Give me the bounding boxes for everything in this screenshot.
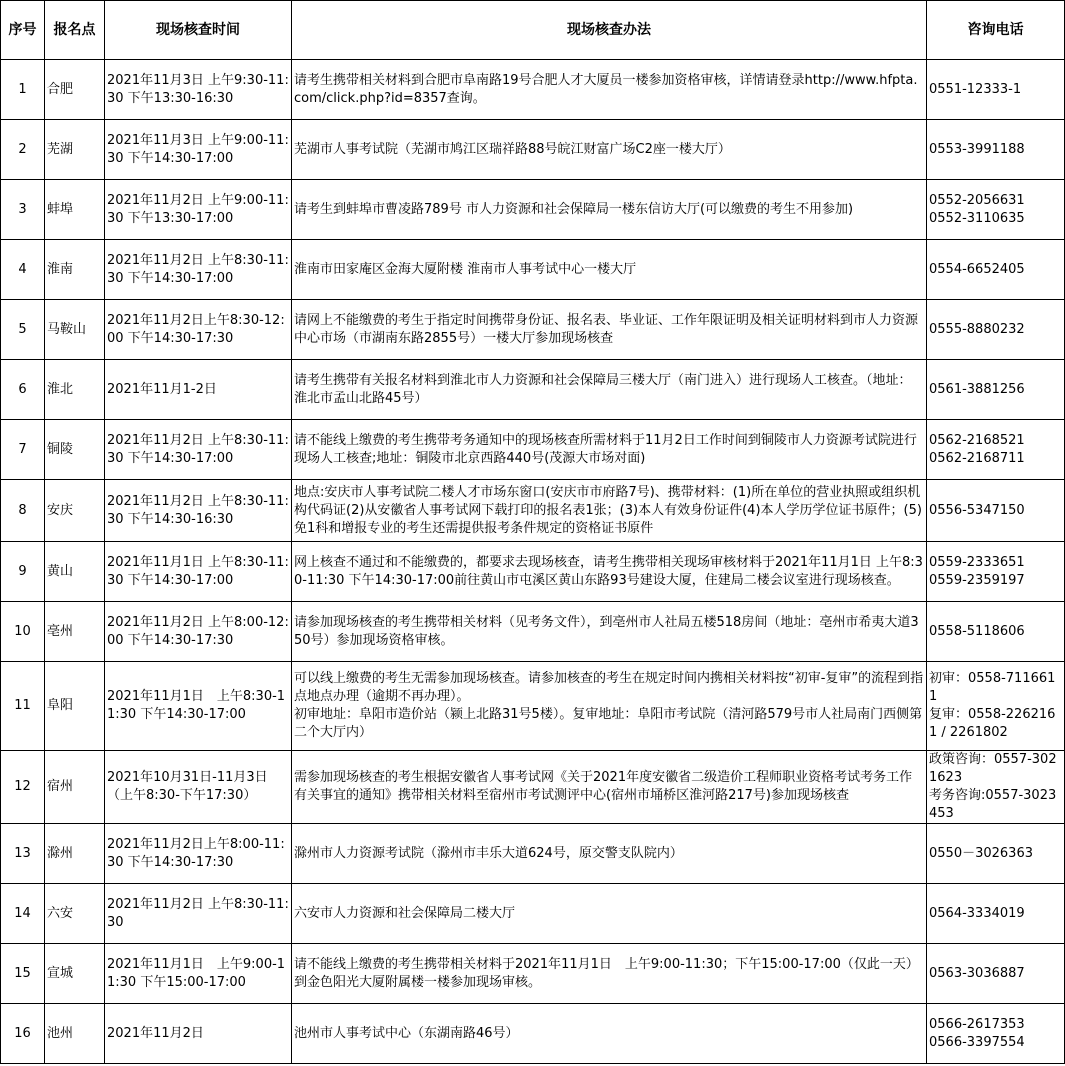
table-row <box>1 884 1065 944</box>
row-city: 安庆 <box>45 480 105 542</box>
row-method: 请网上不能缴费的考生于指定时间携带身份证、报名表、毕业证、工作年限证明及相关证明材料到市人力资源中心市场（市湖南东路2855号）一楼大厅参加现场核查 <box>292 300 927 360</box>
table-row <box>1 240 1065 300</box>
row-phone <box>927 1004 1065 1064</box>
method-line: 可以线上缴费的考生无需参加现场核查。请参加核查的考生在规定时间内携相关材料按“初审-复审”的流程到指点地点办理（逾期不再办理）。 <box>294 671 924 704</box>
table-row <box>1 944 1065 1004</box>
table-row <box>1 662 1065 751</box>
row-phone <box>927 240 1065 300</box>
table-row <box>1 751 1065 824</box>
phone-line: 0566-2617353 <box>929 1016 1025 1032</box>
row-time: 2021年11月2日 上午8:30-11:30 下午14:30-17:00 <box>105 420 292 480</box>
header-no: 序号 <box>1 1 45 60</box>
row-phone <box>927 824 1065 884</box>
row-method: 芜湖市人事考试院（芜湖市鸠江区瑞祥路88号皖江财富广场C2座一楼大厅） <box>292 120 927 180</box>
row-method: 地点:安庆市人事考试院二楼人才市场东窗口(安庆市市府路7号)、携带材料：(1)所在单位的营业执照或组织机构代码证(2)从安徽省人事考试网下载打印的报名表1张；(3)本人有效身份证件(4)本人学历学位证书原件；(5)免1科和增报专业的考生还需提供报考条件规定的资格证书原件 <box>292 480 927 542</box>
row-time: 2021年11月2日 上午8:00-12:00 下午14:30-17:30 <box>105 602 292 662</box>
table-header-row <box>1 1 1065 60</box>
row-phone <box>927 542 1065 602</box>
row-phone <box>927 420 1065 480</box>
table-row <box>1 824 1065 884</box>
method-line: 初审地址：阜阳市造价站（颍上北路31号5楼）。复审地址：阜阳市考试院（清河路579号市人社局南门西侧第二个大厅内） <box>294 707 923 740</box>
header-method: 现场核查办法 <box>292 1 927 60</box>
row-city: 宣城 <box>45 944 105 1004</box>
phone-line: 0563-3036887 <box>929 965 1025 981</box>
header-phone: 咨询电话 <box>927 1 1065 60</box>
row-no: 9 <box>1 542 45 602</box>
row-time: 2021年11月2日 <box>105 1004 292 1064</box>
row-phone <box>927 300 1065 360</box>
phone-line: 复审：0558-2262161 / 2261802 <box>929 707 1056 740</box>
table-row <box>1 602 1065 662</box>
header-time: 现场核查时间 <box>105 1 292 60</box>
row-time: 2021年11月1日 上午8:30-11:30 下午14:30-17:00 <box>105 662 292 751</box>
row-method: 网上核查不通过和不能缴费的，都要求去现场核查，请考生携带相关现场审核材料于2021年11月1日 上午8:30-11:30 下午14:30-17:00前往黄山市屯溪区黄山东路93号建设大厦，住建局二楼会议室进行现场核查。 <box>292 542 927 602</box>
row-no: 5 <box>1 300 45 360</box>
row-city: 阜阳 <box>45 662 105 751</box>
row-method <box>292 662 927 751</box>
phone-line: 0562-2168521 <box>929 432 1025 448</box>
row-method: 滁州市人力资源考试院（滁州市丰乐大道624号，原交警支队院内） <box>292 824 927 884</box>
table-row <box>1 1004 1065 1064</box>
phone-line: 0562-2168711 <box>929 450 1025 466</box>
row-method: 请参加现场核查的考生携带相关材料（见考务文件），到亳州市人社局五楼518房间（地址：亳州市希夷大道350号）参加现场资格审核。 <box>292 602 927 662</box>
row-phone <box>927 884 1065 944</box>
row-method: 请考生携带相关材料到合肥市阜南路19号合肥人才大厦员一楼参加资格审核，详情请登录http://www.hfpta.com/click.php?id=8357查询。 <box>292 60 927 120</box>
row-time: 2021年11月2日上午8:30-12:00 下午14:30-17:30 <box>105 300 292 360</box>
row-no: 7 <box>1 420 45 480</box>
row-phone <box>927 60 1065 120</box>
row-no: 11 <box>1 662 45 751</box>
row-time: 2021年11月2日上午8:00-11:30 下午14:30-17:30 <box>105 824 292 884</box>
row-city: 宿州 <box>45 751 105 824</box>
row-time: 2021年11月1日 上午8:30-11:30 下午14:30-17:00 <box>105 542 292 602</box>
table-row <box>1 180 1065 240</box>
phone-line: 0561-3881256 <box>929 381 1025 397</box>
table-row <box>1 60 1065 120</box>
phone-line: 0559-2333651 <box>929 554 1025 570</box>
phone-line: 0554-6652405 <box>929 261 1025 277</box>
phone-line: 0556-5347150 <box>929 502 1025 518</box>
row-no: 8 <box>1 480 45 542</box>
phone-line: 0551-12333-1 <box>929 81 1022 97</box>
row-no: 3 <box>1 180 45 240</box>
row-no: 15 <box>1 944 45 1004</box>
phone-line: 0552-3110635 <box>929 210 1025 226</box>
row-city: 黄山 <box>45 542 105 602</box>
row-phone <box>927 120 1065 180</box>
row-method: 六安市人力资源和社会保障局二楼大厅 <box>292 884 927 944</box>
phone-line: 0550－3026363 <box>929 845 1033 861</box>
row-phone <box>927 751 1065 824</box>
row-no: 10 <box>1 602 45 662</box>
phone-line: 初审：0558-7116611 <box>929 671 1056 704</box>
row-method: 淮南市田家庵区金海大厦附楼 淮南市人事考试中心一楼大厅 <box>292 240 927 300</box>
table-row <box>1 120 1065 180</box>
row-no: 14 <box>1 884 45 944</box>
row-city: 六安 <box>45 884 105 944</box>
row-method: 池州市人事考试中心（东湖南路46号） <box>292 1004 927 1064</box>
row-method: 请不能线上缴费的考生携带考务通知中的现场核查所需材料于11月2日工作时间到铜陵市人力资源考试院进行现场人工核查;地址：铜陵市北京西路440号(茂源大市场对面) <box>292 420 927 480</box>
row-city: 亳州 <box>45 602 105 662</box>
phone-line: 0558-5118606 <box>929 623 1025 639</box>
row-time: 2021年11月1-2日 <box>105 360 292 420</box>
row-no: 16 <box>1 1004 45 1064</box>
row-time: 2021年11月3日 上午9:00-11:30 下午14:30-17:00 <box>105 120 292 180</box>
row-method: 需参加现场核查的考生根据安徽省人事考试网《关于2021年度安徽省二级造价工程师职业资格考试考务工作有关事宜的通知》携带相关材料至宿州市考试测评中心(宿州市埇桥区淮河路217号)参加现场核查 <box>292 751 927 824</box>
row-no: 1 <box>1 60 45 120</box>
row-no: 4 <box>1 240 45 300</box>
row-time: 2021年11月3日 上午9:30-11:30 下午13:30-16:30 <box>105 60 292 120</box>
table-row <box>1 480 1065 542</box>
table-row <box>1 360 1065 420</box>
row-city: 芜湖 <box>45 120 105 180</box>
row-no: 13 <box>1 824 45 884</box>
row-time: 2021年11月2日 上午8:30-11:30 <box>105 884 292 944</box>
row-method: 请考生携带有关报名材料到淮北市人力资源和社会保障局三楼大厅（南门进入）进行现场人工核查。（地址：淮北市孟山北路45号） <box>292 360 927 420</box>
header-city: 报名点 <box>45 1 105 60</box>
row-no: 12 <box>1 751 45 824</box>
row-no: 2 <box>1 120 45 180</box>
row-city: 合肥 <box>45 60 105 120</box>
phone-line: 0566-3397554 <box>929 1034 1025 1050</box>
row-method: 请考生到蚌埠市曹凌路789号 市人力资源和社会保障局一楼东信访大厅(可以缴费的考生不用参加) <box>292 180 927 240</box>
row-time: 2021年10月31日-11月3日（上午8:30-下午17:30） <box>105 751 292 824</box>
row-city: 铜陵 <box>45 420 105 480</box>
row-city: 池州 <box>45 1004 105 1064</box>
row-time: 2021年11月2日 上午9:00-11:30 下午13:30-17:00 <box>105 180 292 240</box>
row-city: 淮北 <box>45 360 105 420</box>
row-city: 蚌埠 <box>45 180 105 240</box>
row-time: 2021年11月2日 上午8:30-11:30 下午14:30-17:00 <box>105 240 292 300</box>
row-phone <box>927 360 1065 420</box>
phone-line: 政策咨询：0557-3021623 <box>929 752 1057 785</box>
phone-line: 0564-3334019 <box>929 905 1025 921</box>
row-phone <box>927 480 1065 542</box>
row-time: 2021年11月2日 上午8:30-11:30 下午14:30-16:30 <box>105 480 292 542</box>
table-row <box>1 300 1065 360</box>
row-phone <box>927 180 1065 240</box>
row-no: 6 <box>1 360 45 420</box>
row-phone <box>927 602 1065 662</box>
table-row <box>1 542 1065 602</box>
row-method: 请不能线上缴费的考生携带相关材料于2021年11月1日 上午9:00-11:30；下午15:00-17:00（仅此一天）到金色阳光大厦附属楼一楼参加现场审核。 <box>292 944 927 1004</box>
row-phone <box>927 662 1065 751</box>
table-row <box>1 420 1065 480</box>
row-city: 马鞍山 <box>45 300 105 360</box>
row-city: 滁州 <box>45 824 105 884</box>
row-city: 淮南 <box>45 240 105 300</box>
row-time: 2021年11月1日 上午9:00-11:30 下午15:00-17:00 <box>105 944 292 1004</box>
phone-line: 考务咨询:0557-3023453 <box>929 788 1057 821</box>
phone-line: 0552-2056631 <box>929 192 1025 208</box>
phone-line: 0553-3991188 <box>929 141 1025 157</box>
row-phone <box>927 944 1065 1004</box>
phone-line: 0555-8880232 <box>929 321 1025 337</box>
phone-line: 0559-2359197 <box>929 572 1025 588</box>
